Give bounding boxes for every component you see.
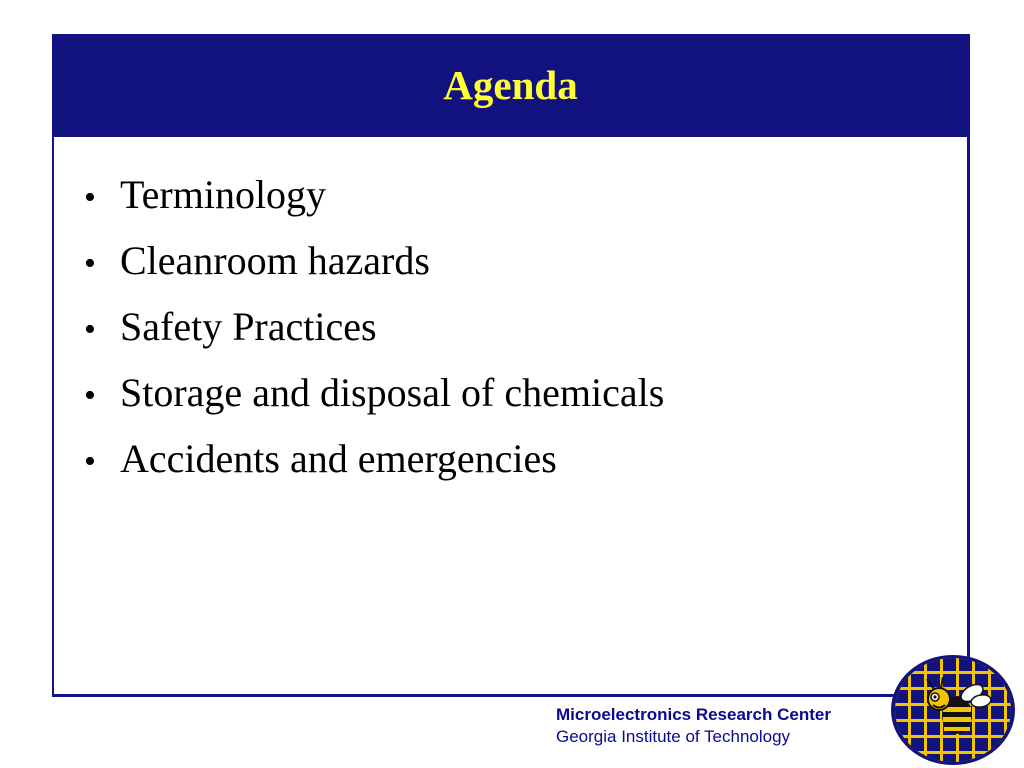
- content-frame: [52, 34, 970, 697]
- list-item-text: Accidents and emergencies: [120, 436, 557, 481]
- bullet-icon: •: [84, 311, 96, 348]
- logo-grid-square: [1007, 674, 1017, 687]
- logo-grid-square: [911, 674, 924, 687]
- footer: [556, 704, 831, 748]
- slide-title: Agenda: [443, 61, 578, 108]
- list-item-text: Terminology: [120, 172, 327, 217]
- list-item: [84, 294, 664, 360]
- list-item-text: Cleanroom hazards: [120, 238, 430, 283]
- logo-grid-square: [991, 706, 1004, 719]
- logo-grid-square: [991, 754, 1004, 765]
- logo-grid-square: [895, 754, 908, 765]
- yellow-jacket-grid-logo-icon: [889, 655, 1017, 765]
- title-bar: [54, 36, 967, 137]
- logo-grid-square: [943, 674, 956, 687]
- logo-grid-square: [975, 706, 988, 719]
- logo-grid-square: [895, 706, 908, 719]
- footer-institution: Georgia Institute of Technology: [556, 727, 791, 746]
- logo-grid-square: [943, 738, 956, 751]
- bullet-icon: •: [84, 179, 96, 216]
- list-item: [84, 162, 664, 228]
- logo-grid-square: [895, 658, 908, 671]
- list-item: [84, 360, 664, 426]
- logo-grid-square: [911, 690, 924, 703]
- logo-grid-square: [1007, 658, 1017, 671]
- logo-grid-square: [911, 706, 924, 719]
- footer-organization: Microelectronics Research Center: [556, 705, 831, 724]
- bullet-icon: •: [84, 443, 96, 480]
- logo-grid-square: [975, 722, 988, 735]
- bullet-icon: •: [84, 377, 96, 414]
- list-item: [84, 426, 664, 492]
- logo-grid-square: [959, 738, 972, 751]
- bullet-icon: •: [84, 245, 96, 282]
- logo-grid-square: [927, 738, 940, 751]
- logo-grid-square: [943, 658, 956, 671]
- agenda-list: [84, 162, 664, 492]
- logo-grid-square: [911, 722, 924, 735]
- logo-grid-square: [991, 690, 1004, 703]
- logo-grid-square: [959, 674, 972, 687]
- list-item-text: Safety Practices: [120, 304, 377, 349]
- logo-grid-square: [975, 738, 988, 751]
- logo-grid-square: [927, 722, 940, 735]
- logo-grid-square: [1007, 754, 1017, 765]
- list-item-text: Storage and disposal of chemicals: [120, 370, 665, 415]
- logo-grid-square: [1007, 738, 1017, 751]
- logo-grid-square: [991, 722, 1004, 735]
- list-item: [84, 228, 664, 294]
